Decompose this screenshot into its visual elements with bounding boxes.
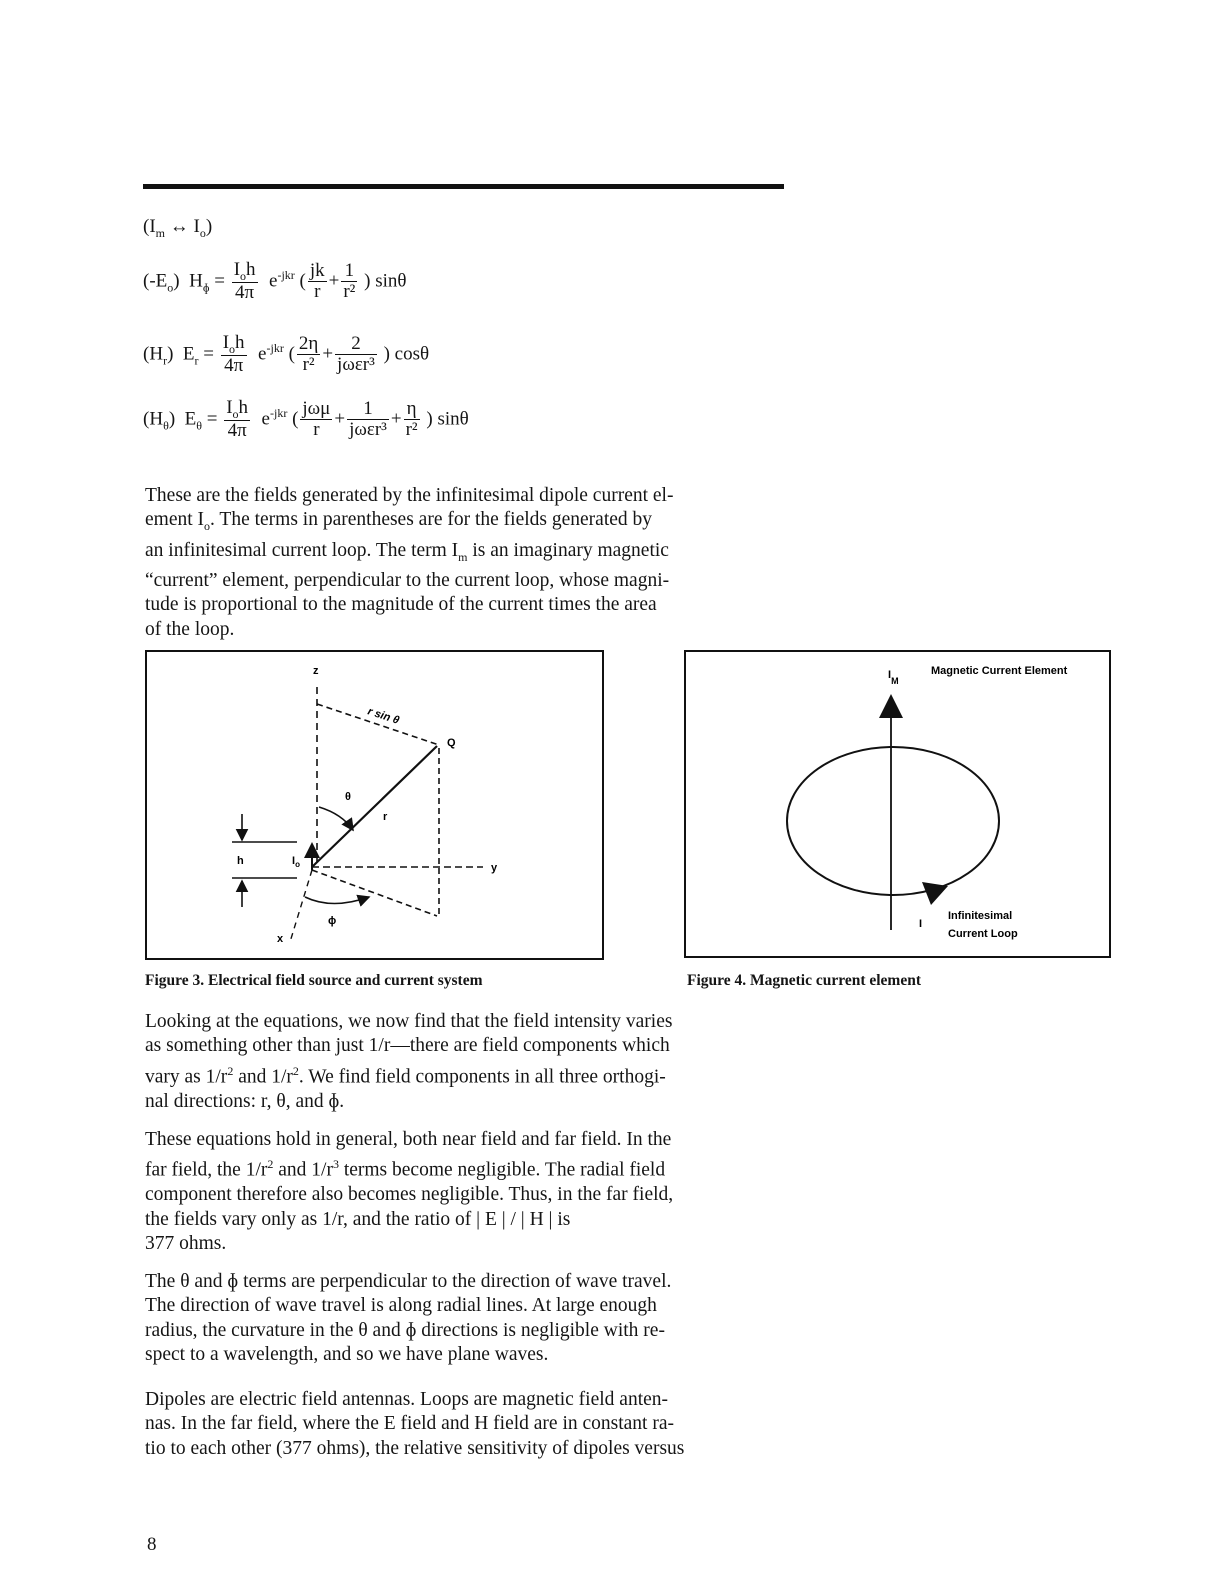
io-label: $I_o$ xyxy=(292,855,300,869)
figure-3-caption: Figure 3. Electrical field source and current system xyxy=(145,972,483,989)
i-label: I xyxy=(919,918,923,930)
figure-4-diagram xyxy=(686,652,1109,956)
equation-1: $(-E_o) H_ɸ$ = $\frac{I_oh}{4\pi}$ $e^{-jkr}$ ( $\frac{jk}{r}$ + $\frac{1}{\text{r²}}$ ) sinθ xyxy=(143,259,407,304)
rsin-label: r sin θ xyxy=(366,705,401,727)
equation-2: $(H_r) E_r$ = $\frac{I_oh}{4\pi}$ $e^{-jkr}$ ( $\frac{2\eta}{\text{r²}}$ + $\frac{2}{\text{jωεr³}}$ ) cosθ xyxy=(143,332,430,377)
paragraph-1: These are the fields generated by the infinitesimal dipole current el- ement $I_o$. The terms in parentheses are for the fields generated by an infinitesimal current loop. The term $I_m$ is an imaginary magnetic “current” element, perpendicular to the current loop, whose magni- tude is proportional to the magnitude of the current times the area of the loop. xyxy=(145,485,674,640)
figure-4-frame xyxy=(684,650,1111,958)
equation-header: ($I_m$ ↔ $I_o$) xyxy=(143,216,213,240)
figure-3-frame xyxy=(145,650,604,960)
r-vector xyxy=(312,746,437,867)
loop-direction-arrowhead xyxy=(922,882,948,905)
figure-3-diagram xyxy=(147,652,602,958)
current-loop-label: Current Loop xyxy=(948,928,1018,940)
x-axis xyxy=(290,870,312,942)
magnetic-current-element-label: Magnetic Current Element xyxy=(931,665,1068,677)
magnetic-current-arrowhead xyxy=(879,694,903,718)
paragraph-2: Looking at the equations, we now find that the field intensity varies as something other than just 1/r—there are field components which vary as $1/r^2$ and $1/r^2$. We find field components in all three orthogi- nal directions: r, θ, and ɸ. xyxy=(145,1011,673,1112)
paragraph-5: Dipoles are electric field antennas. Loops are magnetic field anten- nas. In the far field, where the E field and H field are in constant ra- tio to each other (377 ohms), the relative sensitivity of dipoles versus xyxy=(145,1389,685,1459)
infinitesimal-label: Infinitesimal xyxy=(948,910,1013,922)
im-label: $I_M$ xyxy=(888,669,899,686)
current-loop xyxy=(787,747,999,895)
q-label: Q xyxy=(447,737,456,749)
paragraph-4: The θ and ɸ terms are perpendicular to the direction of wave travel. The direction of wave travel is along radial lines. At large enough radius, the curvature in the θ and ɸ directions is negligible with re- spect to a wavelength, and so we have plane waves. xyxy=(145,1271,672,1366)
z-label: z xyxy=(313,665,319,677)
figure-4-caption: Figure 4. Magnetic current element xyxy=(687,972,922,989)
theta-label: θ xyxy=(345,791,351,803)
y-label: y xyxy=(491,862,498,874)
r-label: r xyxy=(383,811,388,823)
theta-arc xyxy=(319,807,353,830)
x-label: x xyxy=(277,933,284,945)
phi-arc xyxy=(305,897,369,904)
h-label: h xyxy=(237,855,244,867)
projection-line xyxy=(312,870,437,916)
phi-label: ɸ xyxy=(328,915,337,927)
equation-3: $(H_\theta) E_\theta$ = $\frac{I_oh}{4\pi}$ $e^{-jkr}$ ( $\frac{\text{jωμ}}{r}$ + $\frac{1}{\text{jωεr³}}$ + $\frac{\eta}{\text{r²}}$ ) sinθ xyxy=(143,397,469,442)
top-rule xyxy=(143,184,784,189)
paragraph-3: These equations hold in general, both near field and far field. In the far field, the $1/r^2$ and $1/r^3$ terms become negligible. The radial field component therefore also becomes negligible. Thus, in the far field, the fields vary only as 1/r, and the ratio of | E | / | H | is 377 ohms. xyxy=(145,1129,674,1255)
page-number: 8 xyxy=(147,1534,157,1555)
